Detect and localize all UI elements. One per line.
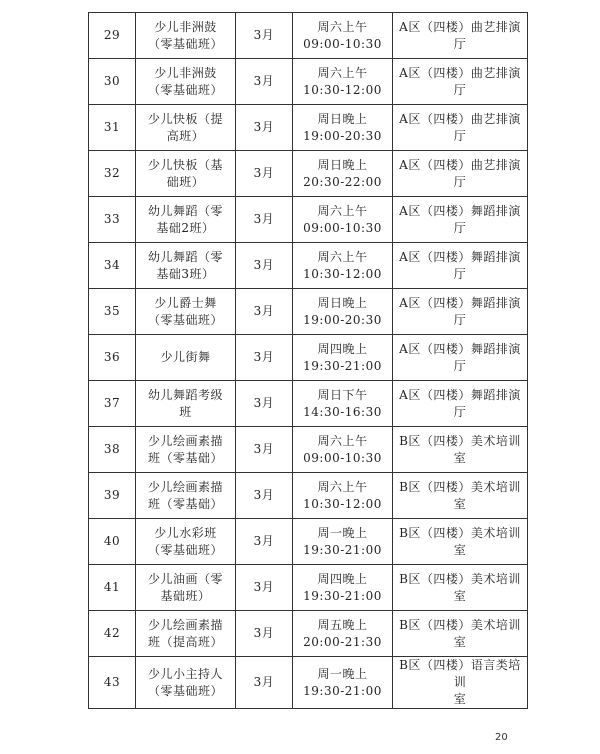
classroom-cell xyxy=(393,473,528,519)
course-name-line: 基础班） xyxy=(160,588,211,603)
row-number-cell: 43 xyxy=(89,657,136,709)
course-name-cell xyxy=(136,381,236,427)
class-time-cell xyxy=(293,473,393,519)
class-time-line: 10:30-12:00 xyxy=(303,82,382,97)
classroom-cell xyxy=(393,427,528,473)
course-name-line: 少儿绘画素描 xyxy=(147,433,223,448)
page-number: 20 xyxy=(495,732,508,743)
month-cell: 3月 xyxy=(236,13,293,59)
course-name-line: （零基础班） xyxy=(147,312,223,327)
course-name-line: 班 xyxy=(179,404,192,419)
course-name-line: 幼儿舞蹈（零 xyxy=(147,249,223,264)
classroom-line: A区（四楼）曲艺排演厅 xyxy=(399,19,521,51)
class-time-line: 19:30-21:00 xyxy=(303,542,382,557)
class-time-cell xyxy=(293,59,393,105)
course-name-line: 班（提高班） xyxy=(147,634,223,649)
course-name-line: 少儿油画（零 xyxy=(147,571,223,586)
classroom-line: B区（四楼）美术培训室 xyxy=(399,571,521,603)
month-cell: 3月 xyxy=(236,381,293,427)
table-row xyxy=(89,13,528,59)
classroom-line: A区（四楼）曲艺排演厅 xyxy=(399,157,521,189)
class-time-line: 周四晚上 xyxy=(317,571,368,586)
class-time-line: 09:00-10:30 xyxy=(303,450,382,465)
course-name-line: （零基础班） xyxy=(147,36,223,51)
class-time-line: 20:30-22:00 xyxy=(303,174,382,189)
month-cell: 3月 xyxy=(236,519,293,565)
class-time-line: 19:30-21:00 xyxy=(303,588,382,603)
classroom-cell xyxy=(393,519,528,565)
row-number-cell: 38 xyxy=(89,427,136,473)
classroom-line: A区（四楼）舞蹈排演厅 xyxy=(399,341,521,373)
month-cell: 3月 xyxy=(236,289,293,335)
course-name-cell xyxy=(136,151,236,197)
classroom-line: A区（四楼）曲艺排演厅 xyxy=(399,111,521,143)
course-name-line: 高班） xyxy=(166,128,205,143)
course-name-line: 少儿非洲鼓 xyxy=(154,65,217,80)
course-name-cell xyxy=(136,13,236,59)
course-name-cell xyxy=(136,335,236,381)
table-row xyxy=(89,519,528,565)
classroom-cell xyxy=(393,289,528,335)
table-row xyxy=(89,105,528,151)
class-time-line: 周六上午 xyxy=(317,19,368,34)
class-time-line: 周日晚上 xyxy=(317,295,368,310)
class-time-line: 10:30-12:00 xyxy=(303,496,382,511)
class-time-line: 19:30-21:00 xyxy=(303,358,382,373)
course-name-cell xyxy=(136,611,236,657)
row-number-cell: 29 xyxy=(89,13,136,59)
classroom-cell xyxy=(393,657,528,709)
table-row xyxy=(89,381,528,427)
class-time-cell xyxy=(293,289,393,335)
class-time-line: 周日下午 xyxy=(317,387,368,402)
class-time-line: 周一晚上 xyxy=(317,525,368,540)
course-name-line: 幼儿舞蹈（零 xyxy=(147,203,223,218)
class-time-cell xyxy=(293,335,393,381)
class-time-cell xyxy=(293,657,393,709)
course-name-cell xyxy=(136,565,236,611)
classroom-cell xyxy=(393,381,528,427)
class-time-line: 周六上午 xyxy=(317,249,368,264)
class-time-line: 10:30-12:00 xyxy=(303,266,382,281)
classroom-line: B区（四楼）美术培训室 xyxy=(399,433,521,465)
course-name-cell xyxy=(136,243,236,289)
row-number-cell: 35 xyxy=(89,289,136,335)
table-row xyxy=(89,243,528,289)
course-name-cell xyxy=(136,105,236,151)
row-number-cell: 40 xyxy=(89,519,136,565)
class-time-line: 周一晚上 xyxy=(317,666,368,681)
classroom-line: B区（四楼）美术培训室 xyxy=(399,617,521,649)
course-name-line: 基础2班） xyxy=(156,220,215,235)
course-name-cell xyxy=(136,197,236,243)
table-row xyxy=(89,289,528,335)
class-time-line: 09:00-10:30 xyxy=(303,220,382,235)
course-name-cell xyxy=(136,59,236,105)
course-name-line: 少儿绘画素描 xyxy=(147,479,223,494)
month-cell: 3月 xyxy=(236,197,293,243)
course-name-cell xyxy=(136,657,236,709)
classroom-cell xyxy=(393,105,528,151)
class-time-line: 周日晚上 xyxy=(317,157,368,172)
table-row xyxy=(89,611,528,657)
class-time-cell xyxy=(293,105,393,151)
month-cell: 3月 xyxy=(236,335,293,381)
course-name-line: 幼儿舞蹈考级 xyxy=(147,387,223,402)
month-cell: 3月 xyxy=(236,59,293,105)
class-time-line: 09:00-10:30 xyxy=(303,36,382,51)
classroom-cell xyxy=(393,565,528,611)
row-number-cell: 42 xyxy=(89,611,136,657)
course-name-cell xyxy=(136,519,236,565)
class-time-line: 周六上午 xyxy=(317,479,368,494)
class-time-line: 周四晚上 xyxy=(317,341,368,356)
month-cell: 3月 xyxy=(236,565,293,611)
classroom-cell xyxy=(393,335,528,381)
class-time-cell xyxy=(293,197,393,243)
table-row xyxy=(89,151,528,197)
course-schedule-table xyxy=(88,12,528,709)
row-number-cell: 32 xyxy=(89,151,136,197)
course-name-cell xyxy=(136,289,236,335)
course-name-line: 少儿非洲鼓 xyxy=(154,19,217,34)
row-number-cell: 34 xyxy=(89,243,136,289)
class-time-line: 周六上午 xyxy=(317,65,368,80)
table-row xyxy=(89,59,528,105)
table-row xyxy=(89,335,528,381)
course-name-line: 少儿小主持人 xyxy=(147,666,223,681)
month-cell: 3月 xyxy=(236,657,293,709)
classroom-line: B区（四楼）美术培训室 xyxy=(399,479,521,511)
row-number-cell: 31 xyxy=(89,105,136,151)
course-name-line: 少儿爵士舞 xyxy=(154,295,217,310)
course-name-line: 少儿快板（基 xyxy=(147,157,223,172)
class-time-line: 14:30-16:30 xyxy=(303,404,382,419)
classroom-line: A区（四楼）舞蹈排演厅 xyxy=(399,203,521,235)
course-name-line: 少儿街舞 xyxy=(160,350,211,364)
class-time-line: 周五晚上 xyxy=(317,617,368,632)
month-cell: 3月 xyxy=(236,427,293,473)
classroom-line: A区（四楼）曲艺排演厅 xyxy=(399,65,521,97)
row-number-cell: 33 xyxy=(89,197,136,243)
month-cell: 3月 xyxy=(236,105,293,151)
classroom-cell xyxy=(393,197,528,243)
table-row xyxy=(89,197,528,243)
course-name-line: 班（零基础） xyxy=(147,450,223,465)
class-time-line: 周日晚上 xyxy=(317,111,368,126)
course-name-line: 少儿快板（提 xyxy=(147,111,223,126)
classroom-line: 室 xyxy=(453,692,467,706)
class-time-cell xyxy=(293,381,393,427)
table-row xyxy=(89,657,528,709)
class-time-line: 19:30-21:00 xyxy=(303,683,382,698)
course-name-cell xyxy=(136,427,236,473)
course-name-line: （零基础班） xyxy=(147,683,223,698)
classroom-line: B区（四楼）语言类培训 xyxy=(399,658,521,689)
table-row xyxy=(89,565,528,611)
classroom-cell xyxy=(393,611,528,657)
course-name-line: （零基础班） xyxy=(147,542,223,557)
course-name-line: 少儿水彩班 xyxy=(154,525,217,540)
table-row xyxy=(89,473,528,519)
class-time-cell xyxy=(293,427,393,473)
classroom-cell xyxy=(393,151,528,197)
classroom-line: B区（四楼）美术培训室 xyxy=(399,525,521,557)
classroom-line: A区（四楼）舞蹈排演厅 xyxy=(399,295,521,327)
class-time-line: 周六上午 xyxy=(317,203,368,218)
row-number-cell: 37 xyxy=(89,381,136,427)
classroom-cell xyxy=(393,243,528,289)
class-time-line: 19:00-20:30 xyxy=(303,312,382,327)
class-time-cell xyxy=(293,519,393,565)
row-number-cell: 36 xyxy=(89,335,136,381)
class-time-cell xyxy=(293,243,393,289)
month-cell: 3月 xyxy=(236,243,293,289)
course-name-cell xyxy=(136,473,236,519)
class-time-line: 19:00-20:30 xyxy=(303,128,382,143)
course-name-line: 基础3班） xyxy=(156,266,215,281)
course-name-line: （零基础班） xyxy=(147,82,223,97)
class-time-cell xyxy=(293,151,393,197)
course-name-line: 少儿绘画素描 xyxy=(147,617,223,632)
class-time-cell xyxy=(293,13,393,59)
classroom-cell xyxy=(393,13,528,59)
class-time-cell xyxy=(293,565,393,611)
classroom-cell xyxy=(393,59,528,105)
course-schedule-body xyxy=(89,13,528,709)
class-time-line: 周六上午 xyxy=(317,433,368,448)
class-time-line: 20:00-21:30 xyxy=(303,634,382,649)
row-number-cell: 39 xyxy=(89,473,136,519)
course-name-line: 班（零基础） xyxy=(147,496,223,511)
classroom-line: A区（四楼）舞蹈排演厅 xyxy=(399,249,521,281)
class-time-cell xyxy=(293,611,393,657)
month-cell: 3月 xyxy=(236,151,293,197)
row-number-cell: 41 xyxy=(89,565,136,611)
month-cell: 3月 xyxy=(236,611,293,657)
table-row xyxy=(89,427,528,473)
month-cell: 3月 xyxy=(236,473,293,519)
course-name-line: 础班） xyxy=(166,174,205,189)
row-number-cell: 30 xyxy=(89,59,136,105)
classroom-line: A区（四楼）舞蹈排演厅 xyxy=(399,387,521,419)
